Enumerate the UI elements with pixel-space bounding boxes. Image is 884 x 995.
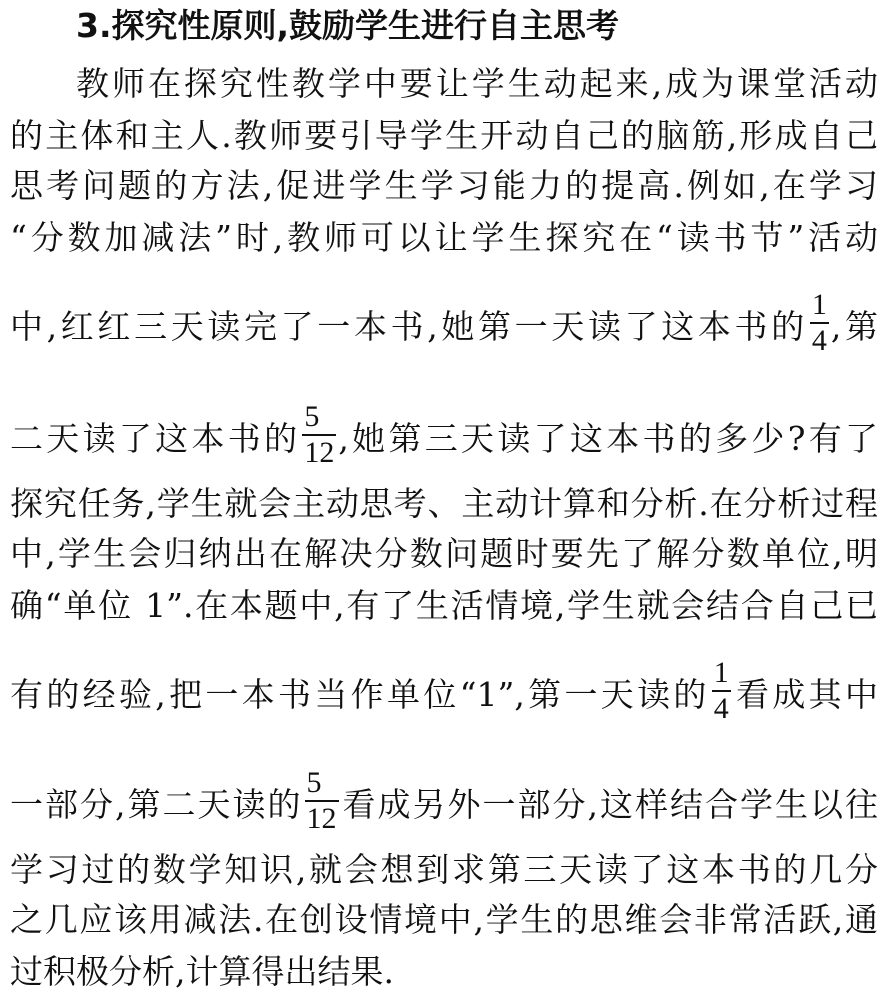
text-line [10, 656, 879, 732]
text-line: 确“单位 1”.在本题中,有了生活情境,学生就会结合自己已 [10, 586, 878, 625]
text-line: 过积极分析,计算得出结果. [10, 952, 394, 991]
text-line: 之几应该用减法.在创设情境中,学生的思维会非常活跃,通 [10, 900, 878, 939]
fraction-numerator: 1 [811, 288, 827, 321]
fraction-numerator: 1 [713, 656, 729, 689]
text-line: 教师在探究性教学中要让学生动起来,成为课堂活动 [76, 64, 878, 103]
text-line: 学习过的数学知识,就会想到求第三天读了这本书的几分 [10, 850, 878, 889]
fraction [712, 656, 731, 726]
text-line: 探究任务,学生就会主动思考、主动计算和分析.在分析过程 [10, 484, 878, 523]
text-line: “分数加减法”时,教师可以让学生探究在“读书节”活动 [10, 218, 878, 257]
text-line: 思考问题的方法,促进学生学习能力的提高.例如,在学习 [10, 166, 878, 205]
text-segment: ,她第三天读了这本书的多少?有了 [338, 419, 879, 458]
text-line [10, 288, 878, 364]
text-line [10, 766, 878, 842]
text-segment: 二天读了这本书的 [10, 419, 301, 458]
fraction-numerator: 5 [304, 400, 320, 433]
text-segment: ,第 [830, 307, 878, 346]
text-line: 中,学生会归纳出在解决分数问题时要先了解分数单位,明 [10, 534, 878, 573]
section-heading: 3.探究性原则,鼓励学生进行自主思考 [76, 6, 620, 45]
text-segment: 有的经验,把一本书当作单位“1”,第一天读的 [10, 675, 710, 714]
text-segment: 看成其中 [732, 675, 879, 714]
fraction-denominator: 12 [304, 436, 335, 469]
fraction-denominator: 4 [713, 692, 729, 725]
fraction-denominator: 12 [306, 802, 337, 835]
text-segment: 中,红红三天读完了一本书,她第一天读了这本书的 [10, 307, 808, 346]
fraction-denominator: 4 [811, 324, 827, 357]
fraction-numerator: 5 [306, 766, 322, 799]
text-line: 的主体和主人.教师要引导学生开动自己的脑筋,形成自己 [10, 116, 878, 155]
text-segment: 看成另外一部分,这样结合学生以往 [340, 785, 878, 824]
fraction [302, 400, 336, 470]
text-line [10, 400, 879, 476]
fraction [810, 288, 829, 358]
fraction [305, 766, 339, 836]
text-segment: 一部分,第二天读的 [10, 785, 303, 824]
